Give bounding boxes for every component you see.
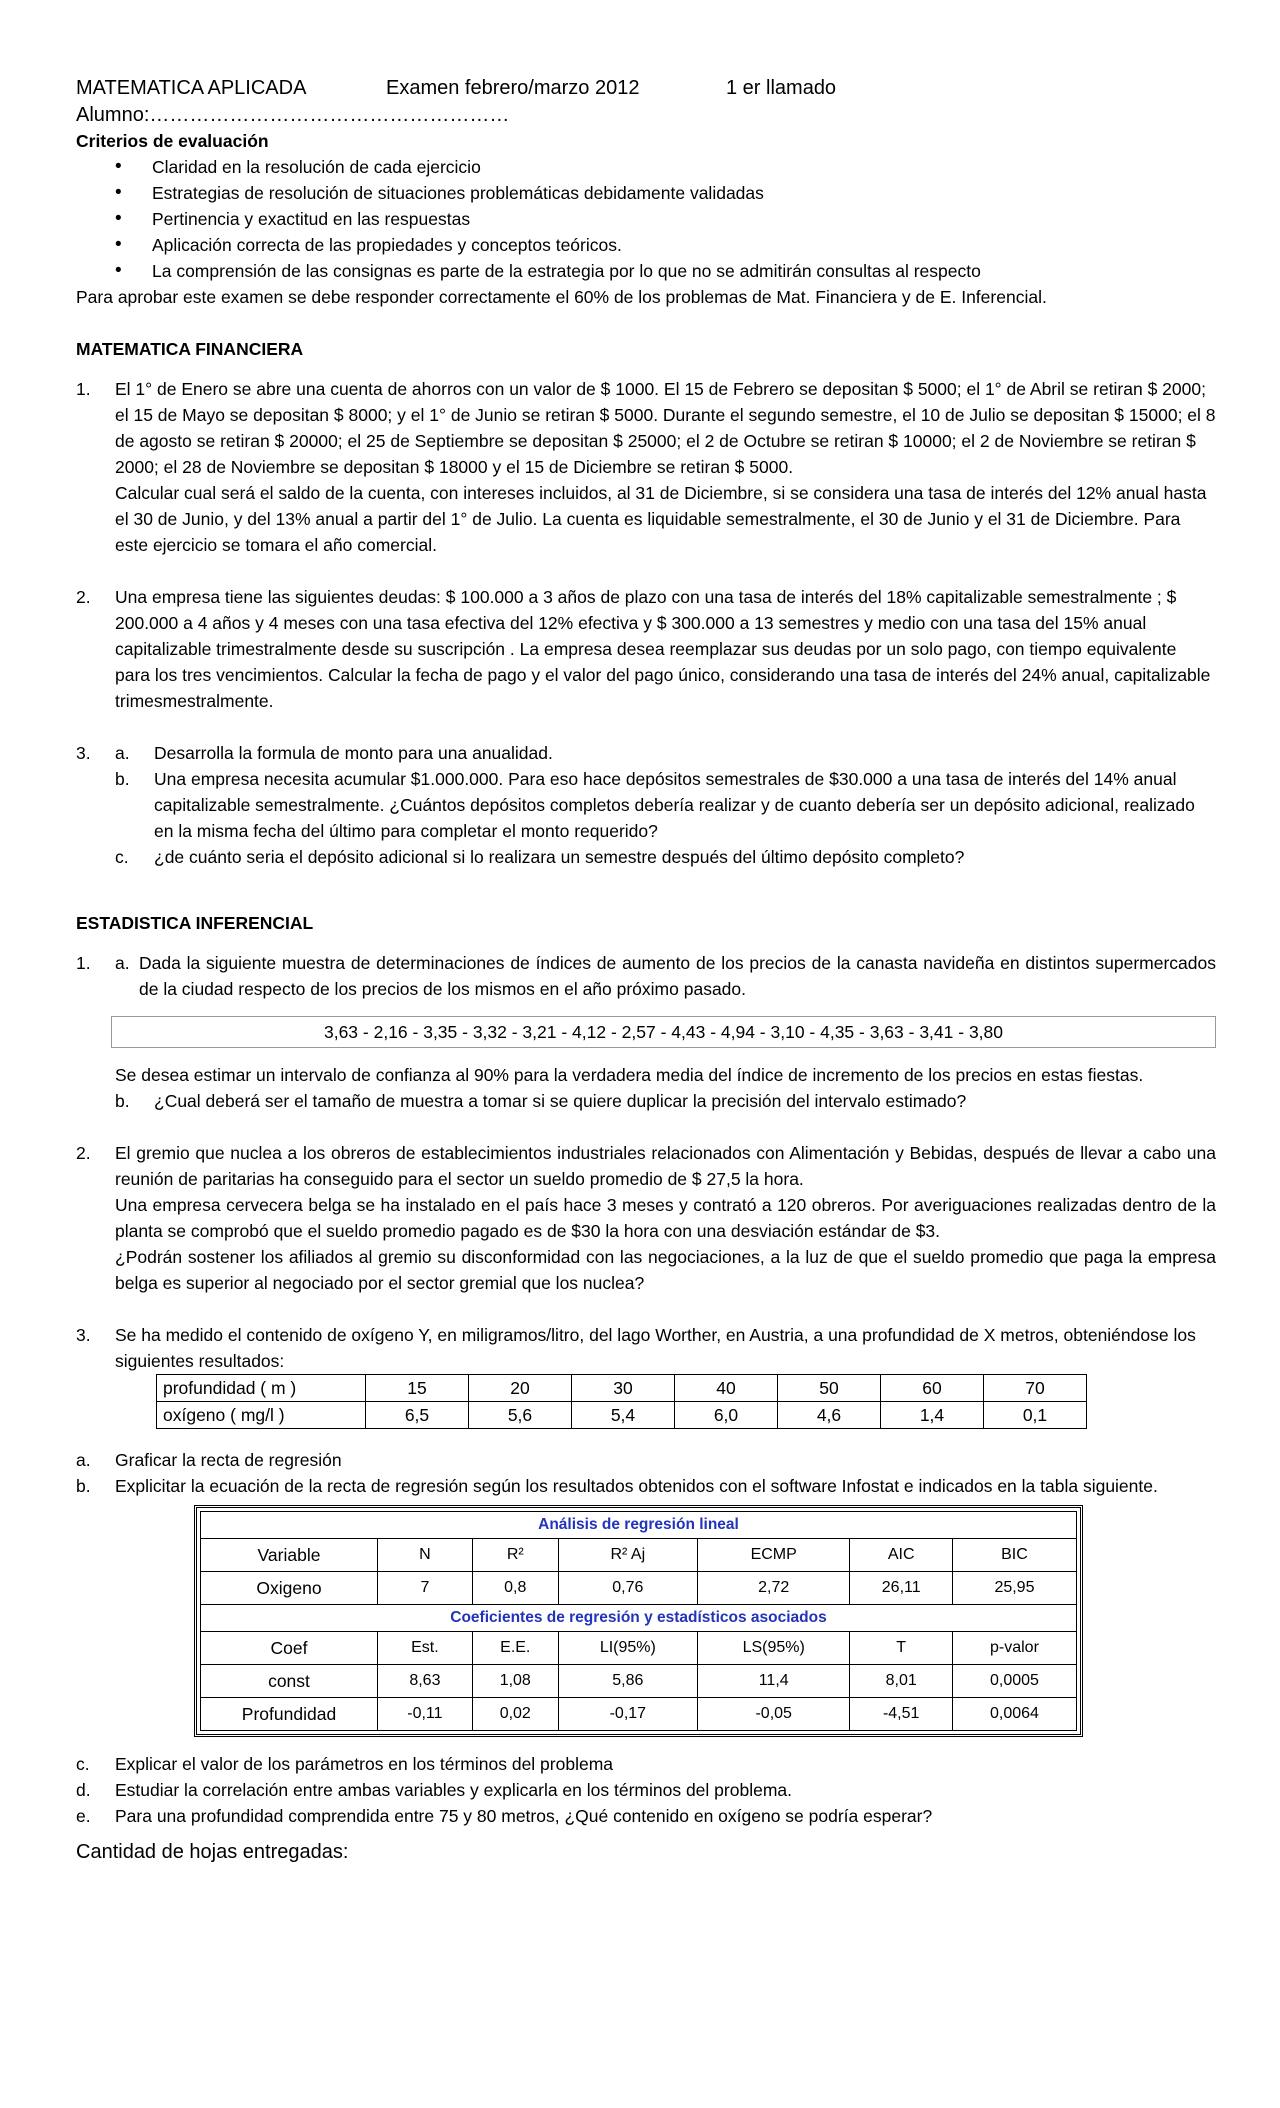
exam-date: Examen febrero/marzo 2012 [386,77,640,99]
problem-text: Se ha medido el contenido de oxígeno Y, en miligramos/litro, del lago Worther, en Austria, a una profundidad de X metros, obteniéndose los siguientes resultados: [115,1325,1196,1371]
problem-text: Calcular cual será el saldo de la cuenta, con intereses incluidos, al 31 de Diciembre, si se considera una tasa de interés del 12% anual hasta el 30 de Junio, y del 13% anual a partir del 1° de Julio. La cuenta es liquidable semestralmente, el 30 de Junio y el 31 de Diciembre. Para este ejercicio se tomara el año comercial. [115,483,1207,555]
problem-number: 3. [76,743,91,763]
table-cell: 0,02 [472,1698,558,1731]
table-row [201,1512,1077,1539]
criteria-list [76,154,1216,284]
approval-note: Para aprobar este examen se debe responder correctamente el 60% de los problemas de Mat. Financiera y de E. Inferencial. [76,287,1047,307]
table-header-cell: Coef [201,1632,378,1665]
item-label: e. [76,1806,91,1826]
table-cell: 50 [778,1375,881,1402]
table-cell: 20 [469,1375,572,1402]
item-text: Explicitar la ecuación de la recta de regresión según los resultados obtenidos con el software Infostat e indicados en la tabla siguiente. [115,1476,1158,1496]
item-text: Dada la siguiente muestra de determinaciones de índices de aumento de los precios de la canasta navideña en distintos supermercados de la ciudad respecto de los precios de los mismos en el año próximo pasado. [139,953,1216,999]
table-cell: 26,11 [850,1572,952,1605]
item-text: Para una profundidad comprendida entre 75 y 80 metros, ¿Qué contenido en oxígeno se podría esperar? [115,1806,933,1826]
item-label: b. [115,769,130,789]
table-cell: 8,01 [850,1665,952,1698]
item-text: Graficar la recta de regresión [115,1450,342,1470]
item-label: d. [76,1780,91,1800]
problem-text: Una empresa cervecera belga se ha instalado en el país hace 3 meses y contrató a 120 obreros. Por averiguaciones realizadas dentro de la planta se comprobó que el sueldo promedio pagado es de $30 la hora con una desviación estándar de $3. [115,1195,1216,1241]
table-cell: 1,4 [881,1402,984,1429]
item-text: Desarrolla la formula de monto para una anualidad. [154,743,553,763]
table-cell: 25,95 [952,1572,1076,1605]
table-cell: 0,76 [558,1572,697,1605]
student-name-line: Alumno:……………………………………………… [76,104,510,126]
table-row [201,1539,1077,1572]
table-cell: 2,72 [697,1572,850,1605]
table-header-cell: AIC [850,1539,952,1572]
table-cell: Profundidad [201,1698,378,1731]
table-row [157,1375,1087,1402]
item-label: b. [115,1091,130,1111]
item-label: c. [76,1754,90,1774]
table-cell: 0,0064 [952,1698,1076,1731]
item-label: b. [76,1476,91,1496]
problem-number: 1. [76,379,91,399]
item-text: ¿de cuánto seria el depósito adicional si lo realizara un semestre después del último depósito completo? [154,847,965,867]
course-title: MATEMATICA APLICADA [76,77,307,99]
sample-values-box: 3,63 - 2,16 - 3,35 - 3,32 - 3,21 - 4,12 - 2,57 - 4,43 - 4,94 - 3,10 - 4,35 - 3,63 - 3,41 - 3,80 [111,1016,1216,1048]
table-cell: 7 [378,1572,473,1605]
table-cell: 11,4 [697,1665,850,1698]
table-cell: -0,05 [697,1698,850,1731]
table-cell: 5,86 [558,1665,697,1698]
section-inferencial-title: ESTADISTICA INFERENCIAL [76,913,314,933]
table-cell: 15 [366,1375,469,1402]
table-row [201,1665,1077,1698]
table-cell: 1,08 [472,1665,558,1698]
table-header-cell: Variable [201,1539,378,1572]
problem-text: El gremio que nuclea a los obreros de establecimientos industriales relacionados con Alimentación y Bebidas, después de llevar a cabo una reunión de paritarias ha conseguido para el sector un sueldo promedio de $ 27,5 la hora. [115,1143,1216,1189]
table-header-cell: E.E. [472,1632,558,1665]
table-header-cell: p-valor [952,1632,1076,1665]
section-financiera-title: MATEMATICA FINANCIERA [76,339,304,359]
criteria-item: • Claridad en la resolución de cada ejercicio [152,154,1216,180]
exam-page [76,74,1216,1865]
item-label: a. [115,743,130,763]
table-header-cell: T [850,1632,952,1665]
table-row [201,1632,1077,1665]
problem-text: ¿Podrán sostener los afiliados al gremio su disconformidad con las negociaciones, a la luz de que el sueldo promedio que paga la empresa belga es superior al negociado por el sector gremial que los nuclea? [115,1247,1216,1293]
table-header-cell: LI(95%) [558,1632,697,1665]
inferencial-problem-3 [76,1322,1216,1429]
table-header-cell: R² Aj [558,1539,697,1572]
table-cell: 5,6 [469,1402,572,1429]
table-header-cell: Est. [378,1632,473,1665]
criteria-item: • La comprensión de las consignas es parte de la estrategia por lo que no se admitirán consultas al respecto [152,258,1216,284]
table-cell: const [201,1665,378,1698]
regression-items-ab [76,1447,1216,1499]
table-header-cell: profundidad ( m ) [157,1375,366,1402]
table-cell: 0,1 [984,1402,1087,1429]
table-caption: Coeficientes de regresión y estadísticos asociados [201,1605,1077,1632]
table-header-cell: BIC [952,1539,1076,1572]
table-header-cell: N [378,1539,473,1572]
table-header-cell: oxígeno ( mg/l ) [157,1402,366,1429]
financiera-problem-3 [76,740,1216,870]
inferencial-problem-1 [76,950,1216,1114]
inferencial-problem-2 [76,1140,1216,1296]
depth-oxygen-table [156,1374,1087,1429]
table-header-cell: ECMP [697,1539,850,1572]
item-text: ¿Cual deberá ser el tamaño de muestra a tomar si se quiere duplicar la precisión del intervalo estimado? [154,1091,967,1111]
item-text: Explicar el valor de los parámetros en los términos del problema [115,1754,614,1774]
regression-items-cde [76,1751,1216,1829]
item-text: Estudiar la correlación entre ambas variables y explicarla en los términos del problema. [115,1780,792,1800]
table-cell: -0,17 [558,1698,697,1731]
table-cell: -0,11 [378,1698,473,1731]
table-cell: 0,8 [472,1572,558,1605]
problem-text: Una empresa tiene las siguientes deudas: $ 100.000 a 3 años de plazo con una tasa de interés del 18% capitalizable semestralmente ; $ 200.000 a 4 años y 4 meses con una tasa efectiva del 12% efectiva y $ 300.000 a 13 semestres y medio con una tasa del 15% anual capitalizable trimestralmente desde su suscripción . La empresa desea reemplazar sus deudas por un solo pago, con tiempo equivalente para los tres vencimientos. Calcular la fecha de pago y el valor del pago único, considerando una tasa de interés del 24% anual, capitalizable trimesmestralmente. [115,587,1211,711]
table-cell: 6,0 [675,1402,778,1429]
table-header-cell: LS(95%) [697,1632,850,1665]
table-cell: 60 [881,1375,984,1402]
criteria-title: Criterios de evaluación [76,131,269,151]
problem-text: El 1° de Enero se abre una cuenta de ahorros con un valor de $ 1000. El 15 de Febrero se depositan $ 5000; el 1° de Abril se retiran $ 2000; el 15 de Mayo se depositan $ 8000; y el 1° de Junio se retiran $ 5000. Durante el segundo semestre, el 10 de Julio se depositan $ 15000; el 8 de agosto se retiran $ 20000; el 25 de Septiembre se depositan $ 25000; el 2 de Octubre se retiran $ 10000; el 2 de Noviembre se retiran $ 2000; el 28 de Noviembre se depositan $ 18000 y el 15 de Diciembre se retiran $ 5000. [115,379,1216,477]
table-cell: 70 [984,1375,1087,1402]
table-row [157,1402,1087,1429]
table-header-cell: R² [472,1539,558,1572]
exam-header [76,74,1216,102]
problem-number: 2. [76,587,91,607]
table-cell: 8,63 [378,1665,473,1698]
table-cell: 30 [572,1375,675,1402]
regression-output-table [194,1505,1083,1737]
table-cell: 4,6 [778,1402,881,1429]
criteria-item: • Estrategias de resolución de situaciones problemáticas debidamente validadas [152,180,1216,206]
problem-text: Se desea estimar un intervalo de confianza al 90% para la verdadera media del índice de incremento de los precios en estas fiestas. [115,1065,1144,1085]
table-row [201,1605,1077,1632]
item-text: Una empresa necesita acumular $1.000.000. Para eso hace depósitos semestrales de $30.000 a una tasa de interés del 14% anual capitalizable semestralmente. ¿Cuántos depósitos completos debería realizar y de cuanto debería ser un depósito adicional, realizado en la misma fecha del último para completar el monto requerido? [154,769,1195,841]
criteria-item: • Aplicación correcta de las propiedades y conceptos teóricos. [152,232,1216,258]
exam-call: 1 er llamado [726,77,837,99]
table-cell: Oxigeno [201,1572,378,1605]
table-cell: 0,0005 [952,1665,1076,1698]
item-label: c. [115,847,129,867]
financiera-problem-1 [76,376,1216,558]
table-row [201,1572,1077,1605]
table-cell: 5,4 [572,1402,675,1429]
table-row [201,1698,1077,1731]
table-cell: 6,5 [366,1402,469,1429]
table-caption: Análisis de regresión lineal [201,1512,1077,1539]
table-cell: -4,51 [850,1698,952,1731]
table-cell: 40 [675,1375,778,1402]
criteria-item: • Pertinencia y exactitud en las respuestas [152,206,1216,232]
problem-number: 2. [76,1143,91,1163]
problem-number: 3. [76,1325,91,1345]
financiera-problem-2 [76,584,1216,714]
sheets-delivered-label: Cantidad de hojas entregadas: [76,1841,349,1863]
problem-number: 1. [76,953,91,973]
item-label: a. [115,953,130,973]
item-label: a. [76,1450,91,1470]
